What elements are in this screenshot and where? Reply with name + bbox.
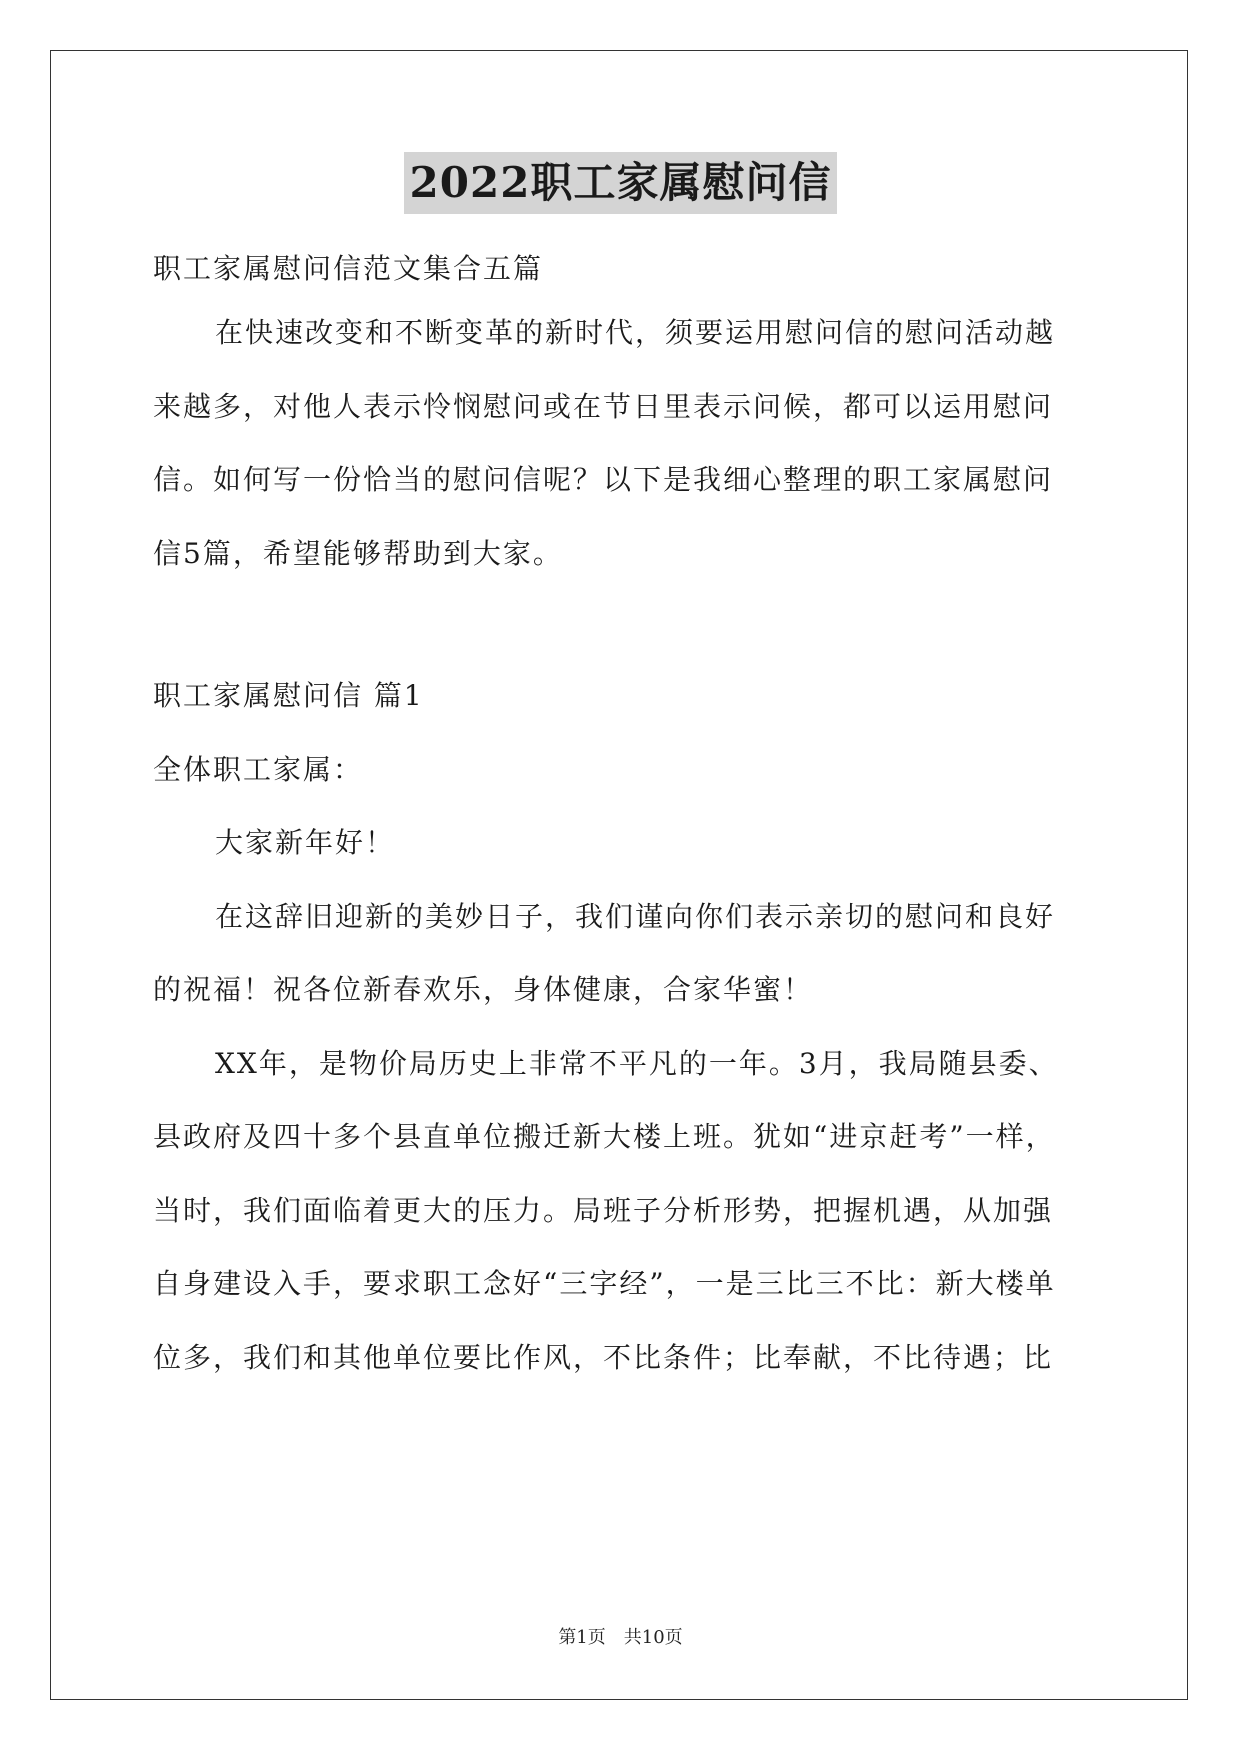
salutation: 全体职工家属： (153, 753, 364, 786)
paragraph2-line-2: 县政府及四十多个县直单位搬迁新大楼上班。犹如“进京赶考”一样， (153, 1120, 1056, 1153)
paragraph1-line-1: 在这辞旧迎新的美妙日子，我们谨向你们表示亲切的慰问和良好 (215, 900, 1056, 933)
paragraph2-line-3: 当时，我们面临着更大的压力。局班子分析形势，把握机遇，从加强 (153, 1194, 1054, 1227)
paragraph2-line-1: XX年，是物价局历史上非常不平凡的一年。3月，我局随县委、 (215, 1047, 1059, 1080)
greeting: 大家新年好！ (215, 826, 396, 859)
intro-line-3: 信。如何写一份恰当的慰问信呢？以下是我细心整理的职工家属慰问 (153, 463, 1054, 496)
paragraph2-line-4: 自身建设入手，要求职工念好“三字经”，一是三比三不比：新大楼单 (153, 1267, 1056, 1300)
document-title (0, 152, 1241, 214)
section-heading: 职工家属慰问信 篇1 (153, 679, 424, 712)
intro-line-1: 在快速改变和不断变革的新时代，须要运用慰问信的慰问活动越 (215, 316, 1056, 349)
page-border (50, 50, 1188, 1700)
intro-line-2: 来越多，对他人表示怜悯慰问或在节日里表示问候，都可以运用慰问 (153, 390, 1054, 423)
intro-line-4: 信5篇，希望能够帮助到大家。 (153, 537, 563, 570)
document-title-text: 2022职工家属慰问信 (404, 152, 838, 214)
page-number-info: 第1页 共10页 (558, 1627, 683, 1648)
paragraph1-line-2: 的祝福！祝各位新春欢乐，身体健康，合家华蜜！ (153, 973, 814, 1006)
document-subtitle: 职工家属慰问信范文集合五篇 (153, 252, 544, 285)
page-footer (0, 1625, 1241, 1651)
paragraph2-line-5: 位多，我们和其他单位要比作风，不比条件；比奉献，不比待遇；比 (153, 1341, 1054, 1374)
